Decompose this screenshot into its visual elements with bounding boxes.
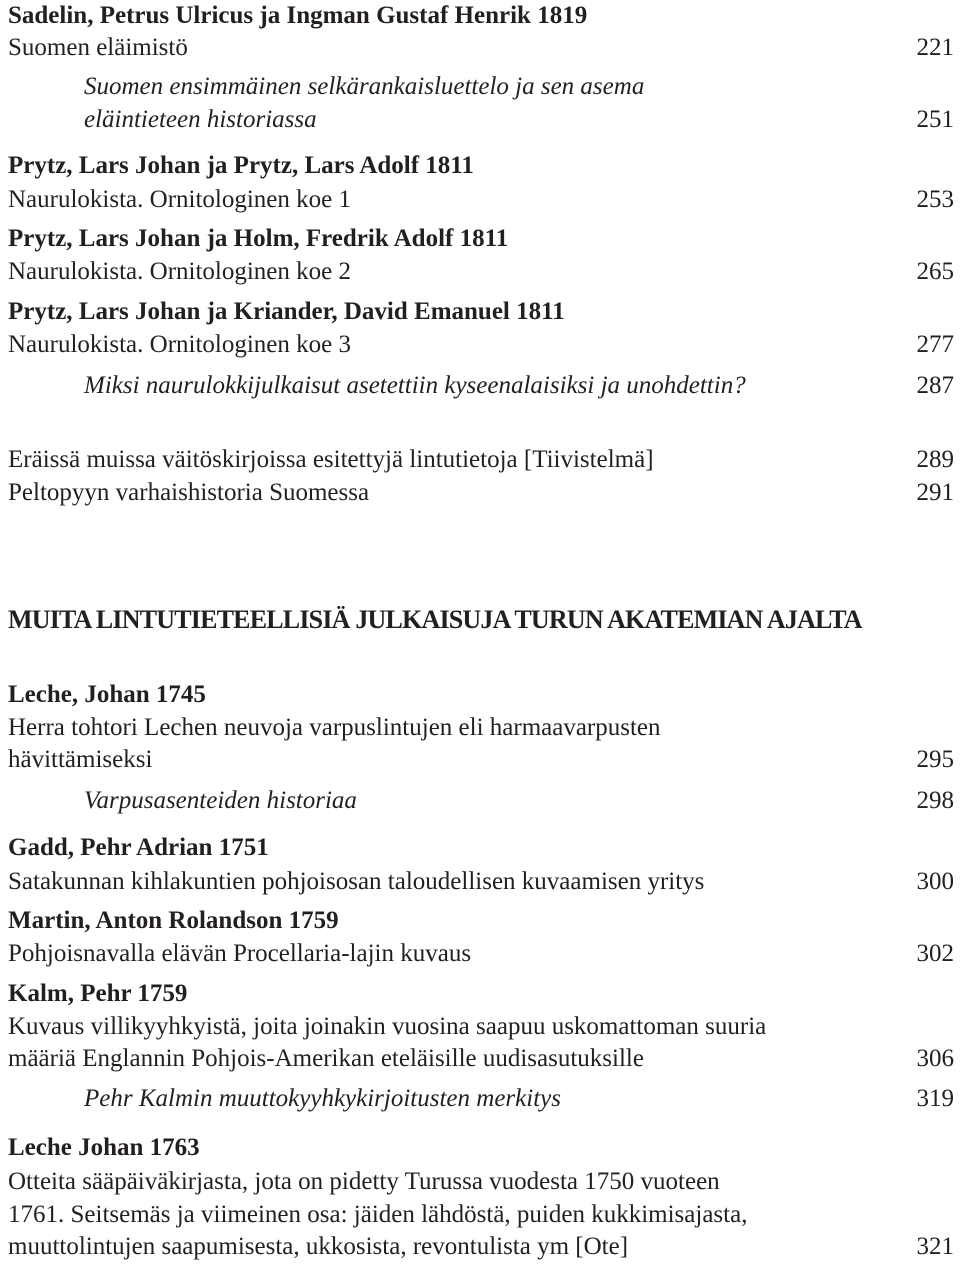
essay-entry-muuttokyyhky [84,1082,954,1116]
author-entry-sadelin-ingman [8,0,954,33]
toc-entry-naurulokista-2 [8,255,954,289]
toc-entry-peltopyy [8,476,954,510]
entry-title: Peltopyyn varhaishistoria Suomessa [8,479,370,506]
essay-title: Miksi naurulokkijulkaisut asetettiin kyseenalaisiksi ja unohdettin? [84,372,746,399]
toc-entry-satakunta [8,865,954,899]
page-number: 302 [916,940,954,967]
author-entry-prytz-prytz [8,149,954,183]
toc-entry-saapaivakirja [8,1230,954,1264]
essay-entry-line [84,70,954,104]
author-entry-kalm [8,977,954,1011]
author-entry-prytz-kriander [8,295,954,329]
toc-entry-vaitoskirjat [8,443,954,477]
toc-entry-procellaria [8,937,954,971]
toc-entry-line [8,1198,954,1232]
author-name: Leche, Johan 1745 [8,681,206,708]
page-number: 306 [916,1045,954,1072]
page-number: 295 [916,746,954,773]
toc-entry-line [8,711,954,745]
toc-entry-naurulokista-1 [8,183,954,217]
entry-title: Otteita sääpäiväkirjasta, jota on pidetty Turussa vuodesta 1750 vuoteen [8,1168,720,1195]
toc-entry-havittamiseksi [8,743,954,777]
essay-title: Varpusasenteiden historiaa [84,787,357,814]
entry-title: Satakunnan kihlakuntien pohjoisosan taloudellisen kuvaamisen yritys [8,868,705,895]
essay-entry-naurulokkijulkaisut [84,369,954,403]
page-number: 321 [916,1233,954,1260]
essay-title: Suomen ensimmäinen selkärankaisluettelo ja sen asema [84,73,645,100]
toc-entry-line [8,1010,954,1044]
toc-entry-naurulokista-3 [8,328,954,362]
entry-title: muuttolintujen saapumisesta, ukkosista, revontulista ym [Ote] [8,1233,629,1260]
author-name: Kalm, Pehr 1759 [8,980,188,1007]
author-entry-leche-1763 [8,1131,954,1165]
entry-title: Naurulokista. Ornitologinen koe 1 [8,186,351,213]
author-entry-prytz-holm [8,222,954,256]
entry-title: Suomen eläimistö [8,34,188,61]
author-name: Gadd, Pehr Adrian 1751 [8,834,269,861]
entry-title: hävittämiseksi [8,746,153,773]
page-number: 277 [916,331,954,358]
essay-entry-line [84,103,954,137]
page-number: 298 [916,787,954,814]
author-name: Martin, Anton Rolandson 1759 [8,907,339,934]
page-number: 287 [916,372,954,399]
author-name: Prytz, Lars Johan ja Prytz, Lars Adolf 1811 [8,152,474,179]
author-name: Sadelin, Petrus Ulricus ja Ingman Gustaf Henrik 1819 [8,2,588,29]
page-number: 291 [916,479,954,506]
author-name: Prytz, Lars Johan ja Kriander, David Emanuel 1811 [8,298,565,325]
entry-title: Herra tohtori Lechen neuvoja varpuslintujen eli harmaavarpusten [8,714,661,741]
entry-title: Eräissä muissa väitöskirjoissa esitettyjä lintutietoja [Tiivistelmä] [8,446,654,473]
entry-title: Pohjoisnavalla elävän Procellaria-lajin kuvaus [8,940,472,967]
essay-title: eläintieteen historiassa [84,106,317,133]
entry-title: 1761. Seitsemäs ja viimeinen osa: jäiden lähdöstä, puiden kukkimisajasta, [8,1201,748,1228]
author-entry-leche-1745 [8,678,954,712]
essay-title: Pehr Kalmin muuttokyyhkykirjoitusten merkitys [84,1085,561,1112]
entry-title: Naurulokista. Ornitologinen koe 2 [8,258,351,285]
entry-title: Kuvaus villikyyhkyistä, joita joinakin vuosina saapuu uskomattoman suuria [8,1013,767,1040]
page-number: 221 [916,34,954,61]
page-number: 289 [916,446,954,473]
toc-entry-villikyyhkyt [8,1042,954,1076]
section-heading: MUITA LINTUTIETEELLISIÄ JULKAISUJA TURUN AKATEMIAN AJALTA [8,605,862,634]
author-name: Prytz, Lars Johan ja Holm, Fredrik Adolf 1811 [8,225,509,252]
page-number: 319 [916,1085,954,1112]
toc-entry-line [8,1165,954,1199]
author-name: Leche Johan 1763 [8,1134,200,1161]
author-entry-martin [8,904,954,938]
page-number: 265 [916,258,954,285]
entry-title: määriä Englannin Pohjois-Amerikan eteläisille uudisasutuksille [8,1045,644,1072]
page-number: 251 [916,106,954,133]
author-entry-gadd [8,831,954,865]
essay-entry-varpusasenteiden [84,784,954,818]
entry-title: Naurulokista. Ornitologinen koe 3 [8,331,351,358]
toc-entry-suomen-elaimisto [8,31,954,65]
page-number: 253 [916,186,954,213]
page-number: 300 [916,868,954,895]
